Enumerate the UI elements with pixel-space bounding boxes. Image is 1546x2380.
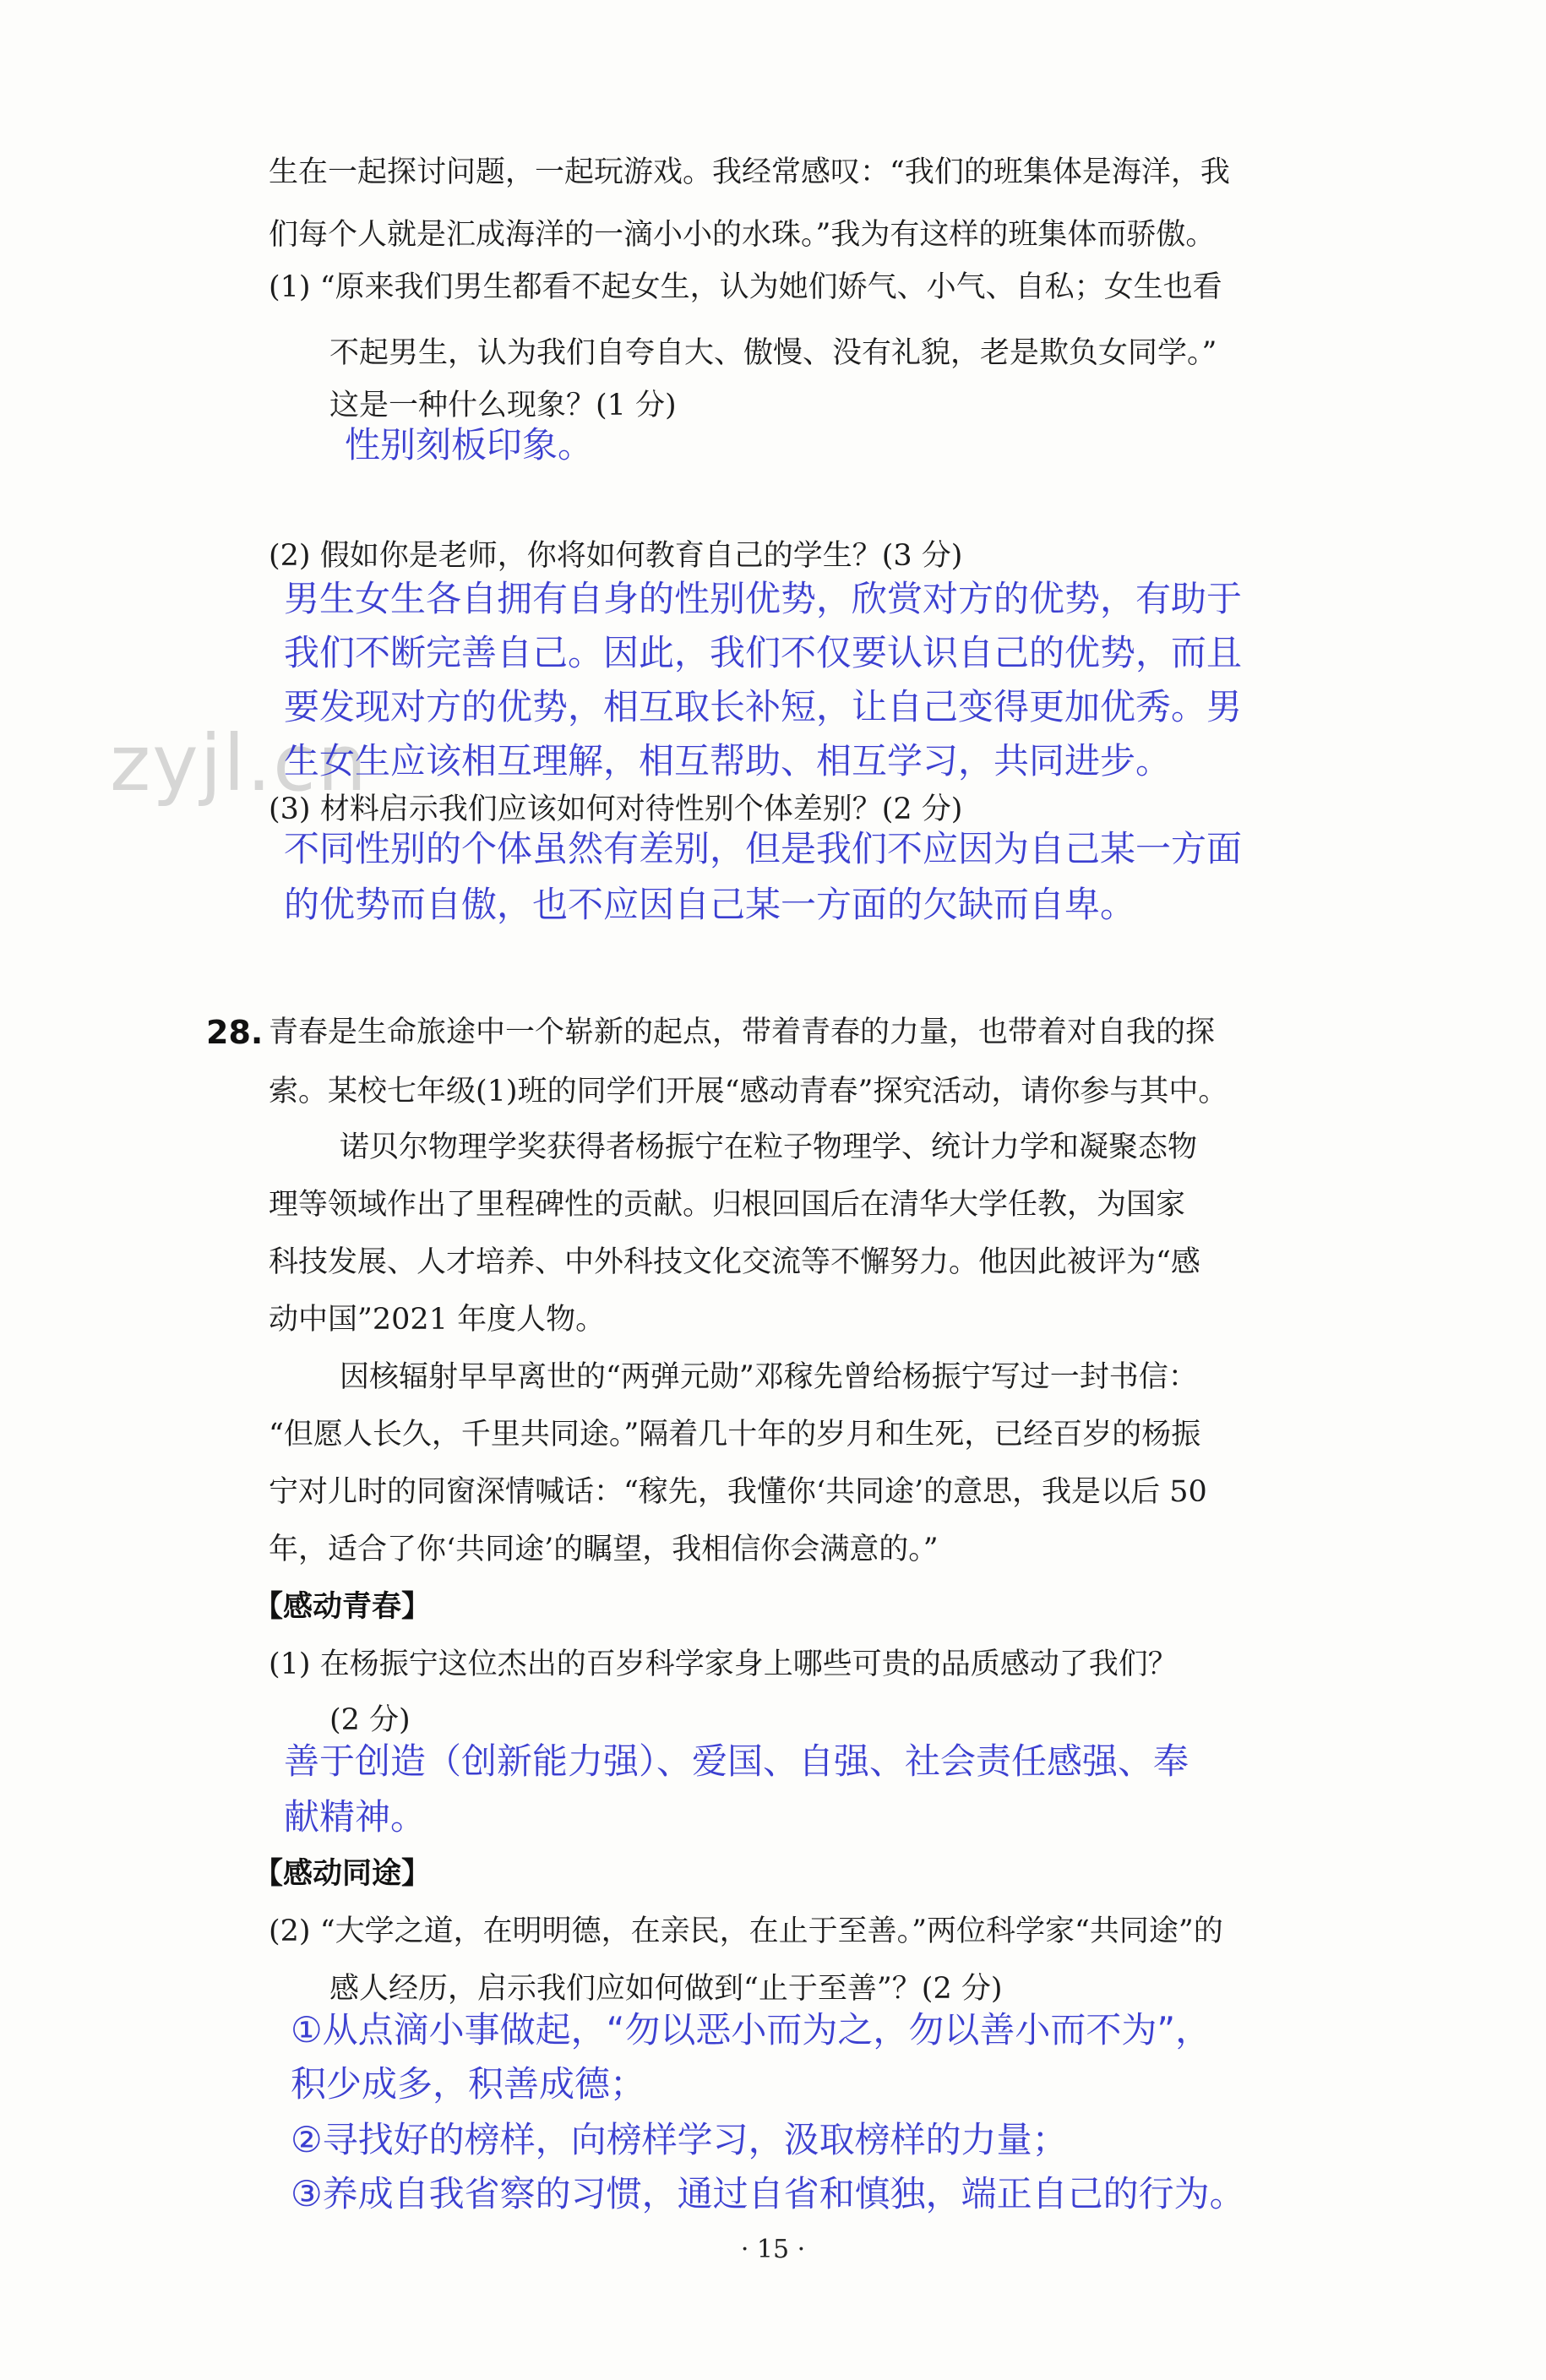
- q28-material2-line-3: 宁对儿时的同窗深情喊话：“稼先，我懂你‘共同途’的意思，我是以后 50: [269, 1475, 1207, 1509]
- q28-sub2-answer-line-1: ①从点滴小事做起，“勿以恶小而为之，勿以善小而不为”，: [291, 2009, 1211, 2051]
- q28-material2-line-2: “但愿人长久，千里共同途。”隔着几十年的岁月和生死，已经百岁的杨振: [269, 1418, 1201, 1451]
- q27-sub2-question: (2) 假如你是老师，你将如何教育自己的学生？(3 分): [269, 539, 963, 573]
- q28-number: 28.: [206, 1014, 264, 1051]
- q28-material1-line-2: 理等领域作出了里程碑性的贡献。归根回国后在清华大学任教，为国家: [269, 1188, 1186, 1222]
- q28-sub2-answer-line-3: ②寻找好的榜样，向榜样学习，汲取榜样的力量；: [291, 2119, 1068, 2160]
- q28-sub2-answer-line-2: 积少成多，积善成德；: [291, 2063, 646, 2105]
- watermark: zyjl.cn: [110, 718, 368, 809]
- q28-material1-line-4: 动中国”2021 年度人物。: [269, 1303, 606, 1337]
- q27-sub2-answer-line-3: 要发现对方的优势，相互取长补短，让自己变得更加优秀。男: [284, 686, 1243, 727]
- page-number: · 15 ·: [740, 2235, 806, 2264]
- q28-material1-line-3: 科技发展、人才培养、中外科技文化交流等不懈努力。他因此被评为“感: [269, 1245, 1200, 1279]
- q27-sub2-answer-line-1: 男生女生各自拥有自身的性别优势，欣赏对方的优势，有助于: [284, 578, 1243, 619]
- q28-material1-line-1: 诺贝尔物理学奖获得者杨振宁在粒子物理学、统计力学和凝聚态物: [340, 1130, 1198, 1164]
- q28-intro-line-2: 索。某校七年级(1)班的同学们开展“感动青春”探究活动，请你参与其中。: [269, 1075, 1228, 1108]
- q28-sub1-line-1: (1) 在杨振宁这位杰出的百岁科学家身上哪些可贵的品质感动了我们？: [269, 1647, 1178, 1681]
- q28-sub2-answer-line-4: ③养成自我省察的习惯，通过自省和慎独，端正自己的行为。: [291, 2173, 1245, 2214]
- q28-intro-line-1: 青春是生命旅途中一个崭新的起点，带着青春的力量，也带着对自我的探: [269, 1016, 1216, 1049]
- q27-sub3-question: (3) 材料启示我们应该如何对待性别个体差别？(2 分): [269, 792, 963, 826]
- q27-sub1-line-1: (1) “原来我们男生都看不起女生，认为她们娇气、小气、自私；女生也看: [269, 270, 1222, 304]
- q28-sub1-answer-line-2: 献精神。: [284, 1796, 427, 1838]
- section-heading-together: 【感动同途】: [253, 1857, 432, 1891]
- q27-sub1-answer: 性别刻板印象。: [345, 424, 594, 466]
- q28-sub2-line-1: (2) “大学之道，在明明德，在亲民，在止于至善。”两位科学家“共同途”的: [269, 1914, 1223, 1948]
- q28-sub1-answer-line-1: 善于创造（创新能力强）、爱国、自强、社会责任感强、奉: [284, 1740, 1189, 1782]
- q28-material2-line-4: 年，适合了你‘共同途’的瞩望，我相信你会满意的。”: [269, 1533, 939, 1566]
- section-heading-youth: 【感动青春】: [253, 1590, 432, 1624]
- q28-sub2-line-2: 感人经历，启示我们应如何做到“止于至善”？(2 分): [329, 1972, 1003, 2006]
- q27-sub2-answer-line-2: 我们不断完善自己。因此，我们不仅要认识自己的优势，而且: [284, 632, 1243, 673]
- q27-sub2-answer-line-4: 生女生应该相互理解，相互帮助、相互学习，共同进步。: [284, 740, 1172, 782]
- q27-sub1-line-2: 不起男生，认为我们自夸自大、傲慢、没有礼貌，老是欺负女同学。”: [329, 336, 1217, 370]
- q27-sub3-answer-line-2: 的优势而自傲，也不应因自己某一方面的欠缺而自卑。: [284, 884, 1136, 925]
- q27-sub3-answer-line-1: 不同性别的个体虽然有差别，但是我们不应因为自己某一方面: [284, 828, 1243, 869]
- q28-material2-line-1: 因核辐射早早离世的“两弹元勋”邓稼先曾给杨振宁写过一封书信：: [340, 1360, 1198, 1394]
- q28-sub1-line-2: (2 分): [329, 1703, 411, 1737]
- q27-sub1-line-3: 这是一种什么现象？(1 分): [329, 389, 677, 422]
- intro-line-2: 们每个人就是汇成海洋的一滴小小的水珠。”我为有这样的班集体而骄傲。: [269, 218, 1216, 252]
- intro-line-1: 生在一起探讨问题，一起玩游戏。我经常感叹：“我们的班集体是海洋，我: [269, 155, 1230, 189]
